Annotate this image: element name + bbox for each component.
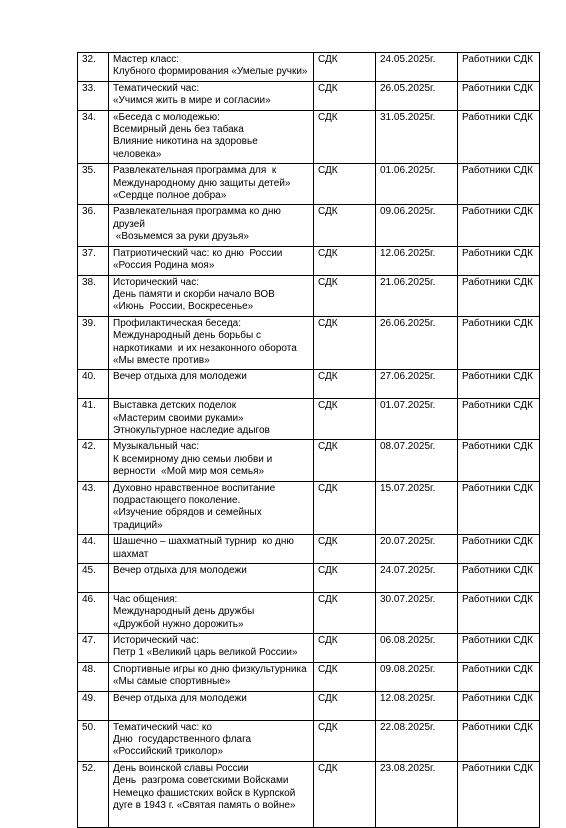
- event-title: [109, 164, 314, 205]
- table-row: [78, 110, 540, 164]
- event-organizer: Работники СДК: [458, 81, 540, 110]
- event-title-line: дуге в 1943 г. «Святая память о войне»: [113, 799, 296, 811]
- event-organizer: Работники СДК: [458, 275, 540, 316]
- event-title-line: друзей: [113, 218, 145, 230]
- event-organizer: Работники СДК: [458, 481, 540, 535]
- table-row: [78, 81, 540, 110]
- event-title-line: Вечер отдыха для молодежи: [113, 565, 247, 577]
- event-organizer: Работники СДК: [458, 246, 540, 275]
- event-title-line: «Дружбой нужно дорожить»: [113, 618, 244, 630]
- event-title: [109, 205, 314, 246]
- table-row: [78, 720, 540, 761]
- event-place: СДК: [314, 399, 376, 440]
- event-title: [109, 535, 314, 564]
- event-date: 12.08.2025г.: [376, 691, 458, 720]
- row-number: 35.: [78, 164, 109, 205]
- event-title-line: Мастер класс:: [113, 54, 180, 65]
- event-title: [109, 399, 314, 440]
- table-row: [78, 205, 540, 246]
- event-date: 09.06.2025г.: [376, 205, 458, 246]
- event-title-line: День разгрома советскими Войсками: [113, 775, 289, 787]
- event-title-line: Вечер отдыха для молодежи: [113, 692, 247, 704]
- event-title-line: [113, 812, 309, 824]
- table-row: [78, 662, 540, 691]
- event-title-line: верности «Мой мир моя семья»: [113, 466, 265, 478]
- event-title-line: Спортивные игры ко дню физкультурника: [113, 663, 307, 675]
- event-title: [109, 440, 314, 481]
- event-title-line: Профилактическая беседа:: [113, 317, 241, 329]
- event-date: 27.06.2025г.: [376, 370, 458, 399]
- event-title-line: «Учимся жить в мире и согласии»: [113, 95, 271, 107]
- table-row: [78, 634, 540, 663]
- event-title-line: Развлекательная программа ко дню: [113, 206, 281, 218]
- event-organizer: Работники СДК: [458, 691, 540, 720]
- row-number: 38.: [78, 275, 109, 316]
- table-body: [78, 53, 540, 828]
- event-date: 23.08.2025г.: [376, 761, 458, 827]
- event-title-line: Клубного формирования «Умелые ручки»: [113, 66, 308, 78]
- event-title-line: Час общения:: [113, 593, 178, 605]
- event-title-line: [113, 705, 309, 717]
- row-number: 37.: [78, 246, 109, 275]
- event-place: СДК: [314, 275, 376, 316]
- event-title: [109, 316, 314, 370]
- event-title-line: шахмат: [113, 548, 149, 560]
- event-title-line: традиций»: [113, 519, 163, 531]
- event-title-line: Исторический час:: [113, 276, 200, 288]
- event-date: 01.07.2025г.: [376, 399, 458, 440]
- event-title: [109, 81, 314, 110]
- event-title: [109, 370, 314, 399]
- event-organizer: Работники СДК: [458, 164, 540, 205]
- table-row: [78, 370, 540, 399]
- table-row: [78, 440, 540, 481]
- event-title: [109, 662, 314, 691]
- event-title: [109, 720, 314, 761]
- event-title-line: «Июнь России, Воскресенье»: [113, 301, 254, 313]
- event-title-line: «Российский триколор»: [113, 746, 224, 758]
- event-title-line: Музыкальный час:: [113, 441, 200, 453]
- event-title-line: Выставка детских поделок: [113, 400, 237, 412]
- event-date: 24.05.2025г.: [376, 53, 458, 82]
- table-row: [78, 535, 540, 564]
- event-place: СДК: [314, 761, 376, 827]
- row-number: 33.: [78, 81, 109, 110]
- row-number: 52.: [78, 761, 109, 827]
- table-row: [78, 316, 540, 370]
- row-number: 45.: [78, 564, 109, 593]
- events-table: [77, 52, 540, 828]
- event-organizer: Работники СДК: [458, 761, 540, 827]
- event-title-line: Петр 1 «Великий царь великой России»: [113, 647, 298, 659]
- event-place: СДК: [314, 164, 376, 205]
- event-title-line: Развлекательная программа для к: [113, 165, 277, 177]
- event-title-line: Тематический час:: [113, 82, 200, 94]
- event-title-line: «Сердце полное добра»: [113, 190, 227, 202]
- table-row: [78, 399, 540, 440]
- event-title-line: Международный день дружбы: [113, 606, 255, 618]
- table-row: [78, 564, 540, 593]
- event-title-line: «Мы самые спортивные»: [113, 676, 231, 688]
- event-title-line: К всемирному дню семьи любви и: [113, 453, 273, 465]
- event-organizer: Работники СДК: [458, 316, 540, 370]
- event-date: 09.08.2025г.: [376, 662, 458, 691]
- event-date: 20.07.2025г.: [376, 535, 458, 564]
- event-title-line: «Мы вместе против»: [113, 354, 210, 366]
- event-organizer: Работники СДК: [458, 564, 540, 593]
- event-organizer: Работники СДК: [458, 110, 540, 164]
- event-date: 24.07.2025г.: [376, 564, 458, 593]
- event-place: СДК: [314, 110, 376, 164]
- event-title-line: Влияние никотина на здоровье: [113, 136, 258, 148]
- event-place: СДК: [314, 720, 376, 761]
- row-number: 41.: [78, 399, 109, 440]
- row-number: 50.: [78, 720, 109, 761]
- row-number: 48.: [78, 662, 109, 691]
- event-title-line: День воинской славы России: [113, 762, 249, 774]
- event-organizer: Работники СДК: [458, 205, 540, 246]
- row-number: 44.: [78, 535, 109, 564]
- event-date: 12.06.2025г.: [376, 246, 458, 275]
- event-organizer: Работники СДК: [458, 592, 540, 633]
- event-title-line: Международному дню защиты детей»: [113, 177, 291, 189]
- event-organizer: Работники СДК: [458, 662, 540, 691]
- event-title-line: «Мастерим своими руками»: [113, 412, 244, 424]
- row-number: 46.: [78, 592, 109, 633]
- row-number: 36.: [78, 205, 109, 246]
- event-place: СДК: [314, 370, 376, 399]
- event-date: 01.06.2025г.: [376, 164, 458, 205]
- event-title: [109, 246, 314, 275]
- event-title-line: Патриотический час: ко дню России: [113, 247, 283, 259]
- event-title-line: подрастающего поколение.: [113, 495, 241, 506]
- row-number: 49.: [78, 691, 109, 720]
- event-title-line: Исторический час:: [113, 635, 200, 647]
- event-organizer: Работники СДК: [458, 634, 540, 663]
- event-place: СДК: [314, 481, 376, 535]
- row-number: 40.: [78, 370, 109, 399]
- event-organizer: Работники СДК: [458, 440, 540, 481]
- event-title-line: Шашечно – шахматный турнир ко дню: [113, 536, 294, 548]
- event-title: [109, 761, 314, 827]
- event-date: 15.07.2025г.: [376, 481, 458, 535]
- event-place: СДК: [314, 691, 376, 720]
- event-title-line: Духовно нравственное воспитание: [113, 482, 276, 494]
- table-row: [78, 246, 540, 275]
- event-title-line: Дню государственного флага: [113, 733, 252, 745]
- event-title-line: День памяти и скорби начало ВОВ: [113, 288, 275, 300]
- event-place: СДК: [314, 592, 376, 633]
- event-organizer: Работники СДК: [458, 399, 540, 440]
- event-place: СДК: [314, 564, 376, 593]
- event-title-line: Вечер отдыха для молодежи: [113, 371, 247, 383]
- event-title-line: Всемирный день без табака: [113, 124, 244, 136]
- table-row: [78, 164, 540, 205]
- event-title: [109, 481, 314, 535]
- event-date: 22.08.2025г.: [376, 720, 458, 761]
- event-title: [109, 275, 314, 316]
- row-number: 32.: [78, 53, 109, 82]
- event-place: СДК: [314, 316, 376, 370]
- table-row: [78, 275, 540, 316]
- event-title-line: Тематический час: ко: [113, 721, 212, 733]
- event-place: СДК: [314, 205, 376, 246]
- event-title: [109, 564, 314, 593]
- row-number: 47.: [78, 634, 109, 663]
- event-organizer: Работники СДК: [458, 370, 540, 399]
- event-place: СДК: [314, 81, 376, 110]
- event-title-line: [113, 577, 309, 589]
- event-date: 30.07.2025г.: [376, 592, 458, 633]
- event-place: СДК: [314, 634, 376, 663]
- table-row: [78, 481, 540, 535]
- event-place: СДК: [314, 246, 376, 275]
- event-organizer: Работники СДК: [458, 720, 540, 761]
- event-date: 26.06.2025г.: [376, 316, 458, 370]
- event-title: [109, 634, 314, 663]
- event-title-line: Этнокультурное наследие адыгов: [113, 424, 270, 436]
- table-row: [78, 53, 540, 82]
- event-place: СДК: [314, 535, 376, 564]
- event-title-line: «Возьмемся за руки друзья»: [113, 231, 249, 243]
- event-date: 08.07.2025г.: [376, 440, 458, 481]
- event-title-line: человека»: [113, 148, 162, 160]
- event-date: 31.05.2025г.: [376, 110, 458, 164]
- event-title: [109, 691, 314, 720]
- event-title: [109, 53, 314, 82]
- event-place: СДК: [314, 662, 376, 691]
- event-title: [109, 592, 314, 633]
- event-title-line: «Изучение обрядов и семейных: [113, 507, 262, 519]
- event-title-line: «Беседа с молодежью:: [113, 111, 220, 123]
- row-number: 42.: [78, 440, 109, 481]
- row-number: 43.: [78, 481, 109, 535]
- event-organizer: Работники СДК: [458, 53, 540, 82]
- event-title-line: Международный день борьбы с: [113, 330, 261, 342]
- event-organizer: Работники СДК: [458, 535, 540, 564]
- event-date: 26.05.2025г.: [376, 81, 458, 110]
- event-title-line: «Россия Родина моя»: [113, 260, 215, 272]
- event-date: 06.08.2025г.: [376, 634, 458, 663]
- event-date: 21.06.2025г.: [376, 275, 458, 316]
- event-title-line: наркотиками и их незаконного оборота: [113, 342, 297, 354]
- table-row: [78, 761, 540, 827]
- table-row: [78, 592, 540, 633]
- event-place: СДК: [314, 440, 376, 481]
- event-title-line: Немецко фашистских войск в Курпской: [113, 787, 296, 799]
- row-number: 34.: [78, 110, 109, 164]
- event-place: СДК: [314, 53, 376, 82]
- row-number: 39.: [78, 316, 109, 370]
- table-row: [78, 691, 540, 720]
- event-title-line: [113, 384, 309, 396]
- event-title: [109, 110, 314, 164]
